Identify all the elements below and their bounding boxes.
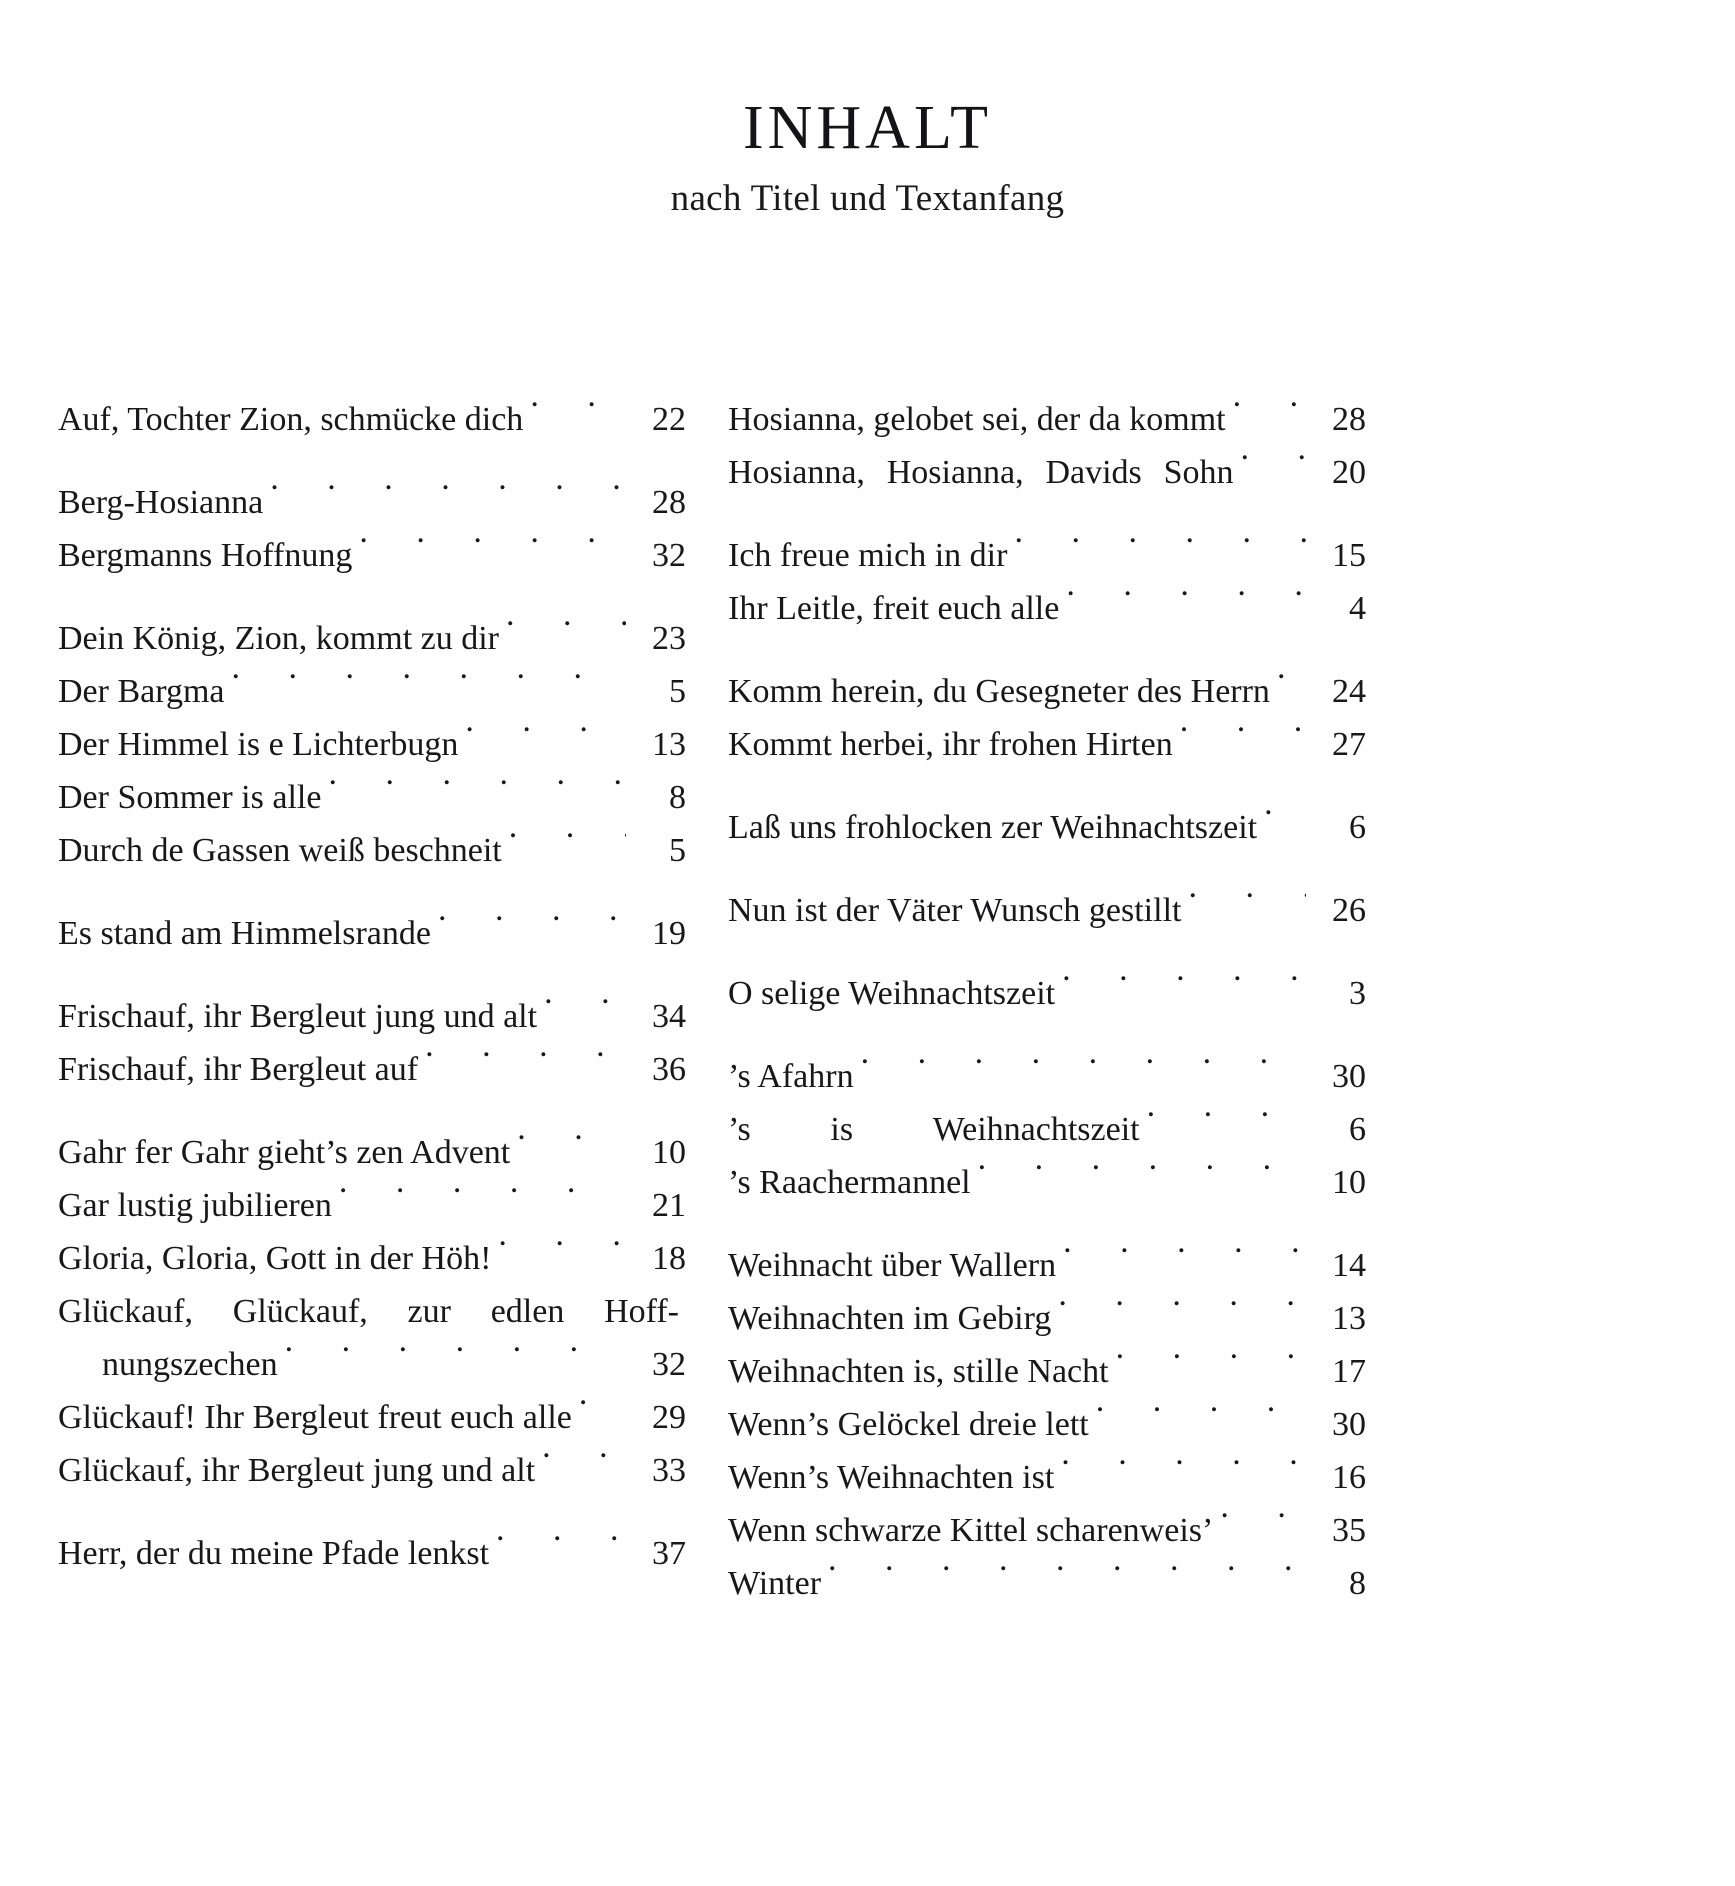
toc-entry-title: Wenn’s Gelöckel dreie lett: [728, 1406, 1089, 1443]
toc-entry-word: zur: [407, 1293, 451, 1330]
toc-group: [58, 476, 686, 582]
toc-entry-page: 26: [1332, 892, 1366, 929]
leader-dots: [496, 1530, 626, 1564]
toc-entry[interactable]: [728, 1504, 1366, 1557]
toc-entry-page: 3: [1349, 975, 1366, 1012]
toc-entry[interactable]: [58, 1444, 686, 1497]
toc-entry-page: 27: [1332, 726, 1366, 763]
toc-entry-page: 32: [652, 537, 686, 574]
toc-entry[interactable]: [58, 1285, 686, 1338]
leader-dots: [1264, 804, 1306, 838]
toc-entry-word: edlen: [490, 1293, 565, 1330]
toc-entry-page: 8: [669, 779, 686, 816]
toc-entry-page: 37: [652, 1535, 686, 1572]
toc-entry-page: 35: [1332, 1512, 1366, 1549]
toc-entry-title: [58, 1285, 686, 1338]
toc-entry[interactable]: [58, 824, 686, 877]
toc-entry-title: Gar lustig jubilieren: [58, 1187, 332, 1224]
toc-entry-page: 14: [1332, 1247, 1366, 1284]
leader-dots: [1058, 1295, 1306, 1329]
toc-entry-word: Davids: [1045, 454, 1142, 491]
toc-entry[interactable]: [58, 1126, 686, 1179]
toc-entry-page: 6: [1349, 809, 1366, 846]
toc-entry-page: 30: [1332, 1406, 1366, 1443]
toc-entry-title: Komm herein, du Gesegneter des Herrn: [728, 673, 1270, 710]
leader-dots: [359, 532, 626, 566]
toc-entry-title: Bergmanns Hoffnung: [58, 537, 353, 574]
toc-entry-title: Berg-Hosianna: [58, 484, 264, 521]
leader-dots: [506, 615, 626, 649]
toc-entry[interactable]: [728, 665, 1366, 718]
leader-dots: [270, 479, 626, 513]
toc-entry-page: 33: [652, 1452, 686, 1489]
leader-dots: [1061, 1454, 1306, 1488]
leader-dots: [498, 1235, 626, 1269]
leader-dots: [425, 1046, 626, 1080]
page-heading: [0, 96, 1735, 220]
toc-entry-page: 34: [652, 998, 686, 1035]
toc-entry-page: 22: [652, 401, 686, 438]
toc-entry-title: Wenn schwarze Kittel scharenweis’: [728, 1512, 1214, 1549]
toc-column-left: [58, 393, 686, 1610]
leader-dots: [339, 1182, 626, 1216]
toc-entry-title: Gahr fer Gahr gieht’s zen Advent: [58, 1134, 511, 1171]
toc-entry-word: Hosianna,: [728, 454, 865, 491]
toc-entry-title: [728, 1103, 1147, 1156]
toc-entry-title: ’s Afahrn: [728, 1058, 854, 1095]
toc-group: [58, 1126, 686, 1497]
toc-entry-word: Hosianna,: [886, 454, 1024, 491]
toc-entry[interactable]: [728, 1557, 1366, 1610]
toc-entry-page: 15: [1332, 537, 1366, 574]
toc-entry-page: 4: [1349, 590, 1366, 627]
toc-entry[interactable]: [58, 907, 686, 960]
toc-entry-title: Ich freue mich in dir: [728, 537, 1008, 574]
toc-entry[interactable]: [58, 1232, 686, 1285]
toc-entry-word: Hoff-: [604, 1293, 679, 1330]
toc-entry-title: Durch de Gassen weiß beschneit: [58, 832, 502, 869]
leader-dots: [509, 827, 626, 861]
toc-entry-word: Sohn: [1163, 454, 1234, 491]
toc-entry-page: 36: [652, 1051, 686, 1088]
toc-entry-page: 23: [652, 620, 686, 657]
toc-entry[interactable]: [58, 476, 686, 529]
toc-entry-title: ’s Raachermannel: [728, 1164, 971, 1201]
toc-entry-title: Wenn’s Weihnachten ist: [728, 1459, 1055, 1496]
toc-group: [58, 990, 686, 1096]
toc-entry-title: Glückauf, ihr Bergleut jung und alt: [58, 1452, 536, 1489]
toc-entry[interactable]: [58, 1391, 686, 1444]
toc-entry-page: 29: [652, 1399, 686, 1436]
toc-entry[interactable]: [58, 612, 686, 665]
toc-group: [728, 801, 1366, 854]
toc-entry[interactable]: [728, 529, 1366, 582]
leader-dots: [285, 1341, 626, 1375]
toc-entry-page: 5: [669, 673, 686, 710]
toc-entry-title: Auf, Tochter Zion, schmücke dich: [58, 401, 524, 438]
toc-entry-page: 10: [652, 1134, 686, 1171]
toc-entry-word: ’s: [728, 1111, 751, 1148]
toc-entry-page: 5: [669, 832, 686, 869]
toc-columns: [58, 393, 1678, 1610]
leader-dots: [465, 721, 626, 755]
toc-entry-title: O selige Weihnachtszeit: [728, 975, 1056, 1012]
toc-entry[interactable]: [58, 393, 686, 446]
toc-entry-word: Weihnachtszeit: [932, 1111, 1140, 1148]
toc-entry[interactable]: [728, 718, 1366, 771]
leader-dots: [1066, 585, 1306, 619]
page-subtitle: nach Titel und Textanfang: [670, 178, 1065, 220]
toc-entry[interactable]: [58, 990, 686, 1043]
toc-entry[interactable]: [728, 884, 1366, 937]
toc-entry-title: Gloria, Gloria, Gott in der Höh!: [58, 1240, 492, 1277]
toc-entry-title: Ihr Leitle, freit euch alle: [728, 590, 1060, 627]
toc-entry[interactable]: [58, 1527, 686, 1580]
toc-entry[interactable]: [58, 665, 686, 718]
toc-entry-page: 6: [1349, 1111, 1366, 1148]
leader-dots: [530, 396, 626, 430]
toc-entry-page: 28: [652, 484, 686, 521]
toc-entry[interactable]: [728, 1292, 1366, 1345]
toc-entry[interactable]: [728, 1103, 1366, 1156]
toc-entry-word: is: [830, 1111, 854, 1148]
leader-dots: [1233, 396, 1306, 430]
toc-group: [728, 1050, 1366, 1209]
toc-entry-title: Weihnacht über Wallern: [728, 1247, 1057, 1284]
toc-entry-page: 24: [1332, 673, 1366, 710]
toc-entry-page: 19: [652, 915, 686, 952]
toc-entry-title: Glückauf! Ihr Bergleut freut euch alle: [58, 1399, 572, 1436]
toc-entry-title: Frischauf, ihr Bergleut auf: [58, 1051, 419, 1088]
page-title: INHALT: [742, 94, 993, 162]
toc-entry[interactable]: [728, 1050, 1366, 1103]
leader-dots: [1062, 970, 1306, 1004]
toc-entry-page: 18: [652, 1240, 686, 1277]
toc-entry-title: Nun ist der Väter Wunsch gestillt: [728, 892, 1182, 929]
toc-entry-word: Glückauf,: [232, 1293, 368, 1330]
leader-dots: [1116, 1348, 1306, 1382]
leader-dots: [328, 774, 626, 808]
toc-entry-title: Herr, der du meine Pfade lenkst: [58, 1535, 490, 1572]
toc-group: [728, 1239, 1366, 1610]
toc-entry[interactable]: [728, 801, 1366, 854]
toc-entry[interactable]: [58, 771, 686, 824]
toc-entry-title: Der Bargma: [58, 673, 225, 710]
toc-entry-word: Glückauf,: [58, 1293, 194, 1330]
leader-dots: [438, 910, 626, 944]
toc-entry-title: [728, 446, 1241, 499]
toc-entry[interactable]: [728, 393, 1366, 446]
toc-group: [58, 907, 686, 960]
leader-dots: [1241, 449, 1306, 483]
leader-dots: [1096, 1401, 1306, 1435]
leader-dots: [1180, 721, 1306, 755]
toc-group: [58, 1527, 686, 1580]
leader-dots: [1277, 668, 1306, 702]
toc-entry-title: Hosianna, gelobet sei, der da kommt: [728, 401, 1226, 438]
toc-group: [58, 393, 686, 446]
toc-entry[interactable]: [58, 1043, 686, 1096]
toc-entry[interactable]: [728, 582, 1366, 635]
toc-group: [58, 612, 686, 877]
toc-entry-page: 16: [1332, 1459, 1366, 1496]
leader-dots: [579, 1394, 626, 1428]
toc-entry-page: 10: [1332, 1164, 1366, 1201]
toc-entry-page: 30: [1332, 1058, 1366, 1095]
toc-entry[interactable]: [728, 1451, 1366, 1504]
leader-dots: [861, 1053, 1306, 1087]
leader-dots: [544, 993, 626, 1027]
leader-dots: [1063, 1242, 1306, 1276]
toc-entry-title: Frischauf, ihr Bergleut jung und alt: [58, 998, 538, 1035]
toc-entry-title: Dein König, Zion, kommt zu dir: [58, 620, 500, 657]
toc-entry[interactable]: [728, 1345, 1366, 1398]
leader-dots: [1188, 887, 1306, 921]
toc-group: [728, 665, 1366, 771]
leader-dots: [231, 668, 626, 702]
toc-entry-page: 17: [1332, 1353, 1366, 1390]
toc-entry[interactable]: [728, 1156, 1366, 1209]
toc-entry-page: 32: [652, 1346, 686, 1383]
toc-entry[interactable]: [58, 529, 686, 582]
leader-dots: [1147, 1106, 1306, 1140]
toc-entry-page: 28: [1332, 401, 1366, 438]
leader-dots: [1014, 532, 1306, 566]
leader-dots: [517, 1129, 626, 1163]
toc-entry-page: 8: [1349, 1565, 1366, 1602]
toc-group: [728, 393, 1366, 499]
toc-entry-title: Weihnachten is, stille Nacht: [728, 1353, 1109, 1390]
toc-entry[interactable]: [728, 967, 1366, 1020]
leader-dots: [978, 1159, 1306, 1193]
toc-entry-title: Winter: [728, 1565, 822, 1602]
toc-entry-title: Weihnachten im Gebirg: [728, 1300, 1052, 1337]
toc-entry-title: Kommt herbei, ihr frohen Hirten: [728, 726, 1173, 763]
toc-entry-continuation[interactable]: [58, 1338, 686, 1391]
toc-group: [728, 884, 1366, 937]
toc-entry[interactable]: [58, 1179, 686, 1232]
leader-dots: [542, 1447, 626, 1481]
leader-dots: [828, 1560, 1306, 1594]
leader-dots: [1220, 1507, 1306, 1541]
toc-entry-page: 20: [1332, 454, 1366, 491]
toc-entry-title: Der Himmel is e Lichterbugn: [58, 726, 459, 763]
toc-entry-title: Der Sommer is alle: [58, 779, 322, 816]
toc-entry-title: Laß uns frohlocken zer Weihnachtszeit: [728, 809, 1258, 846]
toc-entry[interactable]: [728, 1398, 1366, 1451]
toc-column-right: [728, 393, 1366, 1610]
toc-entry[interactable]: [728, 1239, 1366, 1292]
toc-entry-page: 13: [652, 726, 686, 763]
toc-entry[interactable]: [728, 446, 1366, 499]
toc-entry[interactable]: [58, 718, 686, 771]
toc-entry-title: Es stand am Himmelsrande: [58, 915, 431, 952]
toc-entry-page: 21: [652, 1187, 686, 1224]
toc-group: [728, 529, 1366, 635]
toc-entry-page: 13: [1332, 1300, 1366, 1337]
toc-group: [728, 967, 1366, 1020]
toc-entry-title: nungszechen: [102, 1346, 278, 1383]
